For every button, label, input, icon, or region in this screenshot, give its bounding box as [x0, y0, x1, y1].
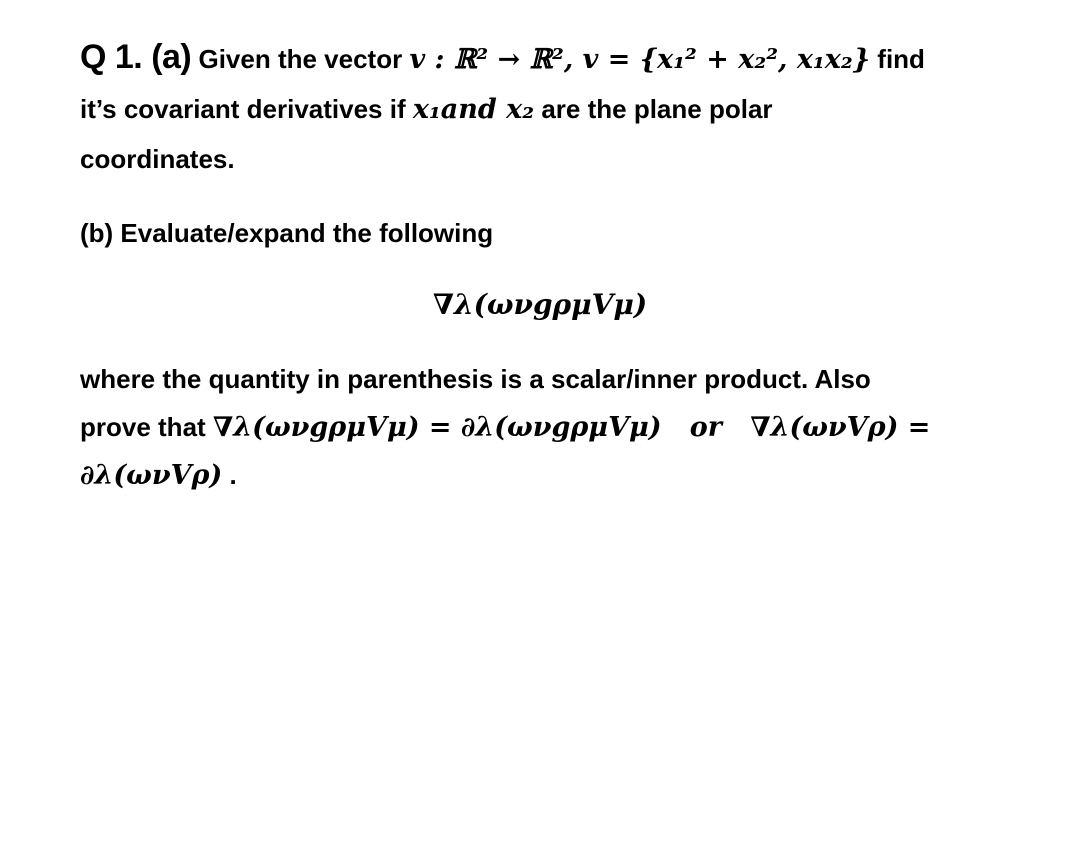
- question-line-2: [80, 96, 773, 123]
- part-a-mapping: v : ℝ² → ℝ², v = {x₁² + x₂², x₁x₂}: [409, 44, 871, 75]
- question-label: Q 1. (a): [80, 38, 192, 76]
- part-b-heading: [80, 220, 493, 246]
- part-b-text2-prefix: prove that: [80, 412, 206, 442]
- question-line-3: [80, 146, 235, 172]
- part-b-text2-math: ∇λ(ωνgρμVμ) = ∂λ(ωνgρμVμ) or ∇λ(ωνVρ) =: [212, 412, 931, 443]
- part-a-intro: Given the vector: [198, 44, 403, 74]
- part-a-find: find: [877, 44, 925, 74]
- part-b-heading-text: (b) Evaluate/expand the following: [80, 218, 494, 248]
- part-b-text1: where the quantity in parenthesis is a scalar/inner product. Also: [80, 364, 871, 394]
- part-b-text-line-3: [80, 462, 237, 489]
- part-a-line2-prefix: it’s covariant derivatives if: [80, 94, 406, 124]
- part-b-text3-math: ∂λ(ωνVρ): [80, 460, 223, 491]
- part-b-text-line-2: [80, 414, 930, 441]
- part-b-text-line-1: [80, 366, 871, 392]
- part-b-text3-end: .: [229, 460, 237, 490]
- part-a-line2-math: x₁and x₂: [412, 94, 535, 125]
- part-a-line3: coordinates.: [80, 144, 235, 174]
- part-b-expression: ∇λ(ωνgρμVμ): [432, 288, 648, 321]
- question-line-1: [80, 40, 925, 74]
- part-a-line2-suffix: are the plane polar: [541, 94, 773, 124]
- part-b-expression-block: [0, 288, 1080, 321]
